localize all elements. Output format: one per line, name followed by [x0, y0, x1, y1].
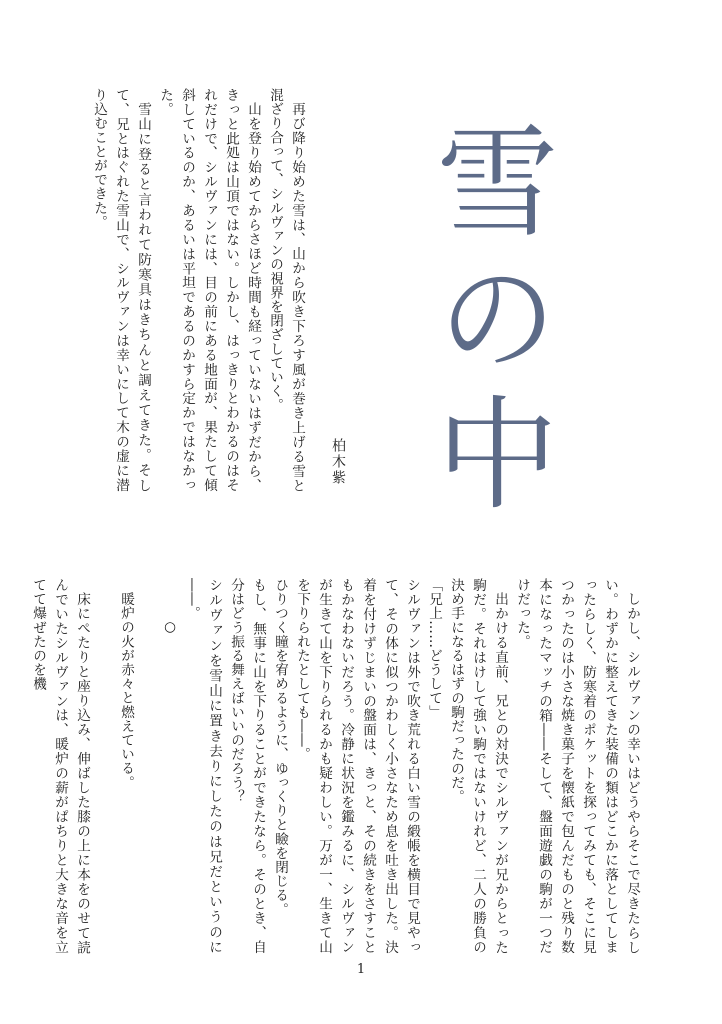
paragraph: 出かける直前、兄との対決でシルヴァンが兄からとった駒だ。それはけして強い駒ではないけれど、二人の勝負の決め手になるはずの駒だったのだ。 — [448, 578, 508, 954]
page-number: 1 — [356, 962, 366, 977]
paragraph: シルヴァンを雪山に置き去りにしたのは兄だというのに――。 — [184, 578, 222, 954]
paragraph: 暖炉の火が赤々と燃えている。 — [118, 591, 134, 789]
paragraph: シルヴァンは外で吹き荒れる白い雪の緞帳を横目で見やって、その体に似つかわしく小さなため息を吐き出した。決着を付けずじまいの盤面は、きっと、その続きをさすこともかなわないだろう。冷静に状況を鑑みるに、シルヴァンが生きて山を下りられるかも疑わしい。万が一、生きて山を下りられたとしても――。 — [294, 578, 420, 954]
story-text-lower — [27, 578, 643, 954]
section-break-marker: ○ — [162, 618, 178, 636]
paragraph: 雪山に登ると言われて防寒具はきちんと調えてきた。そして、兄とはぐれた雪山で、シルヴァンは幸いにして木の虚に潜り込むことができた。 — [91, 88, 151, 492]
paragraph: 再び降り始めた雪は、山から吹き下ろす風が巻き上げる雪と混ざり合って、シルヴァンの視界を閉ざしていく。 — [267, 88, 305, 492]
paragraph: しかし、シルヴァンの幸いはどうやらそこで尽きたらしい。わずかに整えてきた装備の類はどこかに落としてしまったらしく、防寒着のポケットを探ってみても、そこに見つかったのは小さな焼き菓子を懐紙で包んだものと残り数本になったマッチの箱――そして、盤面遊戯の駒が一つだけだった。 — [514, 578, 640, 954]
dialogue-line: 「兄上……どうして」 — [426, 578, 442, 719]
paragraph: もし、無事に山を下りることができたなら。そのとき、自分はどう振る舞えばいいのだろう？ — [228, 578, 266, 954]
story-text-upper — [88, 88, 308, 492]
author-name: 柏木紫 — [330, 438, 346, 486]
paragraph: 山を登り始めてからさほど時間も経っていないはずだから、きっと此処は山頂ではない。しかし、はっきりとわかるのはそれだけで、シルヴァンには、目の前にある地面が、果たして傾斜しているのか、あるいは平坦であるのかすら定かではなかった。 — [157, 88, 261, 492]
story-title: 雪の中 — [416, 118, 558, 526]
paragraph: ひりつく瞳を宥めるように、ゆっくりと瞼を閉じる。 — [272, 578, 288, 917]
paragraph: 床にぺたりと座り込み、伸ばした膝の上に本をのせて読んでいたシルヴァンは、暖炉の薪がぱちりと大きな音を立てて爆ぜたのを機 — [30, 578, 90, 954]
